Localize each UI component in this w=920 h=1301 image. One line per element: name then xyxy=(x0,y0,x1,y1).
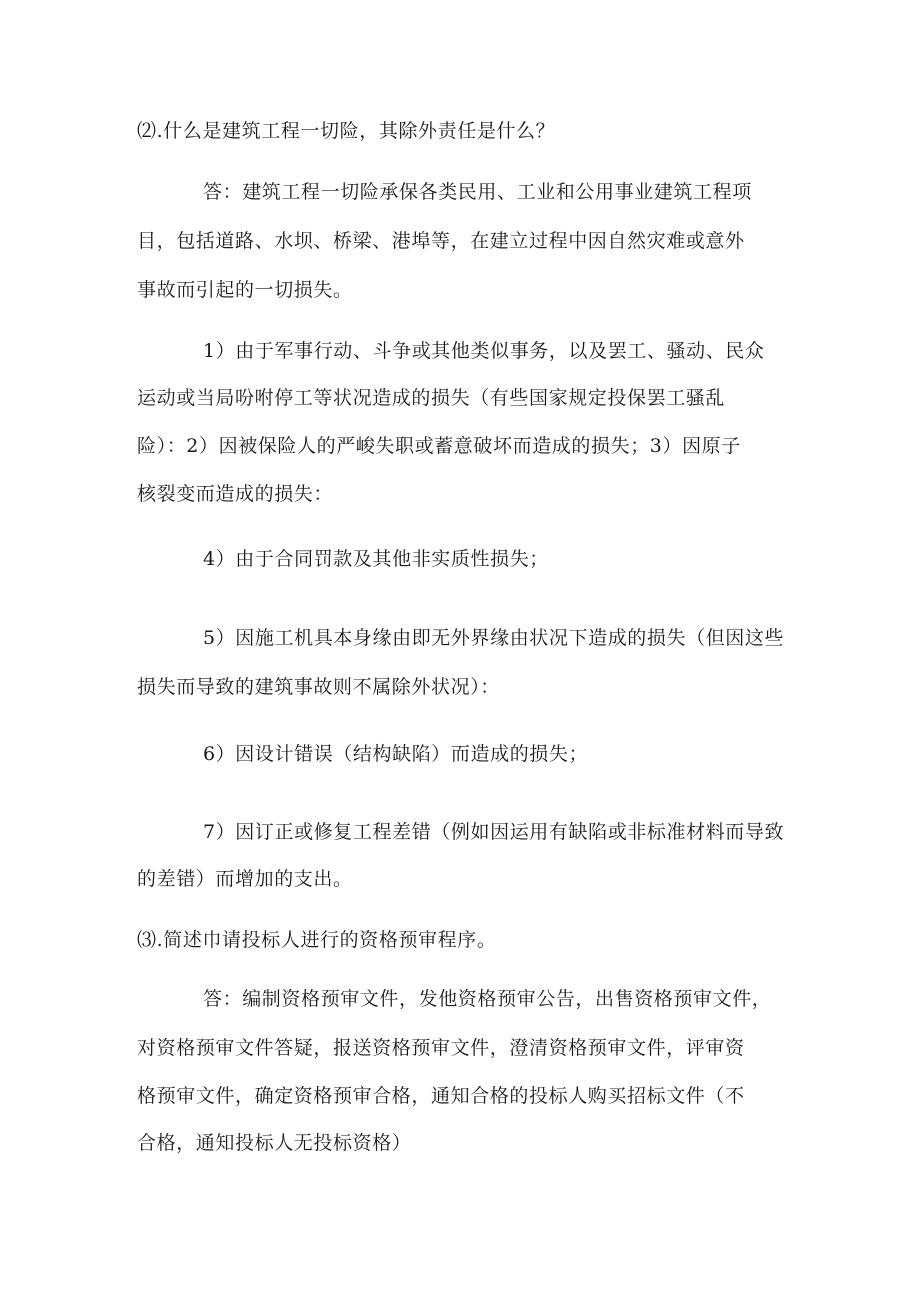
question-3-heading: ⑶.简述巾请投标人进行的资格预审程序。 xyxy=(137,929,497,951)
exclusion-item-7-line-1: 7）因订正或修复工程差错（例如因运用有缺陷或非标准材料而导致 xyxy=(203,821,785,843)
exclusion-item-1-line-1: 1）由于军事行动、斗争或其他类似事务，以及罢工、骚动、民众 xyxy=(203,340,765,362)
answer-3-line-1: 答：编制资格预审文件，发他资格预审公告，出售资格预审文件， xyxy=(203,988,772,1010)
exclusion-item-7-line-2: 的差错）而增加的支出。 xyxy=(137,868,353,890)
answer-2-line-1: 答：建筑工程一切险承保各类民用、工业和公用事业建筑工程项 xyxy=(203,181,752,203)
exclusion-item-1-line-2: 运动或当局吩咐停工等状况造成的损失（有些国家规定投保罢工骚乱 xyxy=(137,387,726,409)
exclusion-item-5-line-2: 损失而导致的建筑事故则不属除外状况）： xyxy=(137,676,500,698)
exclusion-item-6: 6）因设计错误（结构缺陷）而造成的损失； xyxy=(203,743,589,765)
exclusion-item-4: 4）由于合同罚款及其他非实质性损失； xyxy=(203,548,549,570)
exclusion-item-5-line-1: 5）因施工机具本身缘由即无外界缘由状况下造成的损失（但因这些 xyxy=(203,627,785,649)
answer-2-line-2: 目，包括道路、水坝、桥梁、港埠等，在建立过程中因自然灾难或意外 xyxy=(137,230,745,252)
answer-2-line-3: 事故而引起的一切损失。 xyxy=(137,279,353,301)
answer-3-line-2: 对资格预审文件答疑，报送资格预审文件，澄清资格预审文件，评审资 xyxy=(137,1037,745,1059)
exclusion-item-1-line-4: 核裂变而造成的损失： xyxy=(137,483,334,505)
answer-3-line-3: 格预审文件，确定资格预审合格，通知合格的投标人购买招标文件（不 xyxy=(137,1085,745,1107)
question-2-heading: ⑵.什么是建筑工程一切险，其除外责任是什么？ xyxy=(137,120,556,142)
exclusion-item-1-line-3: 险）：2）因被保险人的严峻失职或蓄意破坏而造成的损失；3）因原子 xyxy=(137,435,741,457)
answer-3-line-4: 合格，通知投标人无投标资格） xyxy=(137,1132,412,1154)
